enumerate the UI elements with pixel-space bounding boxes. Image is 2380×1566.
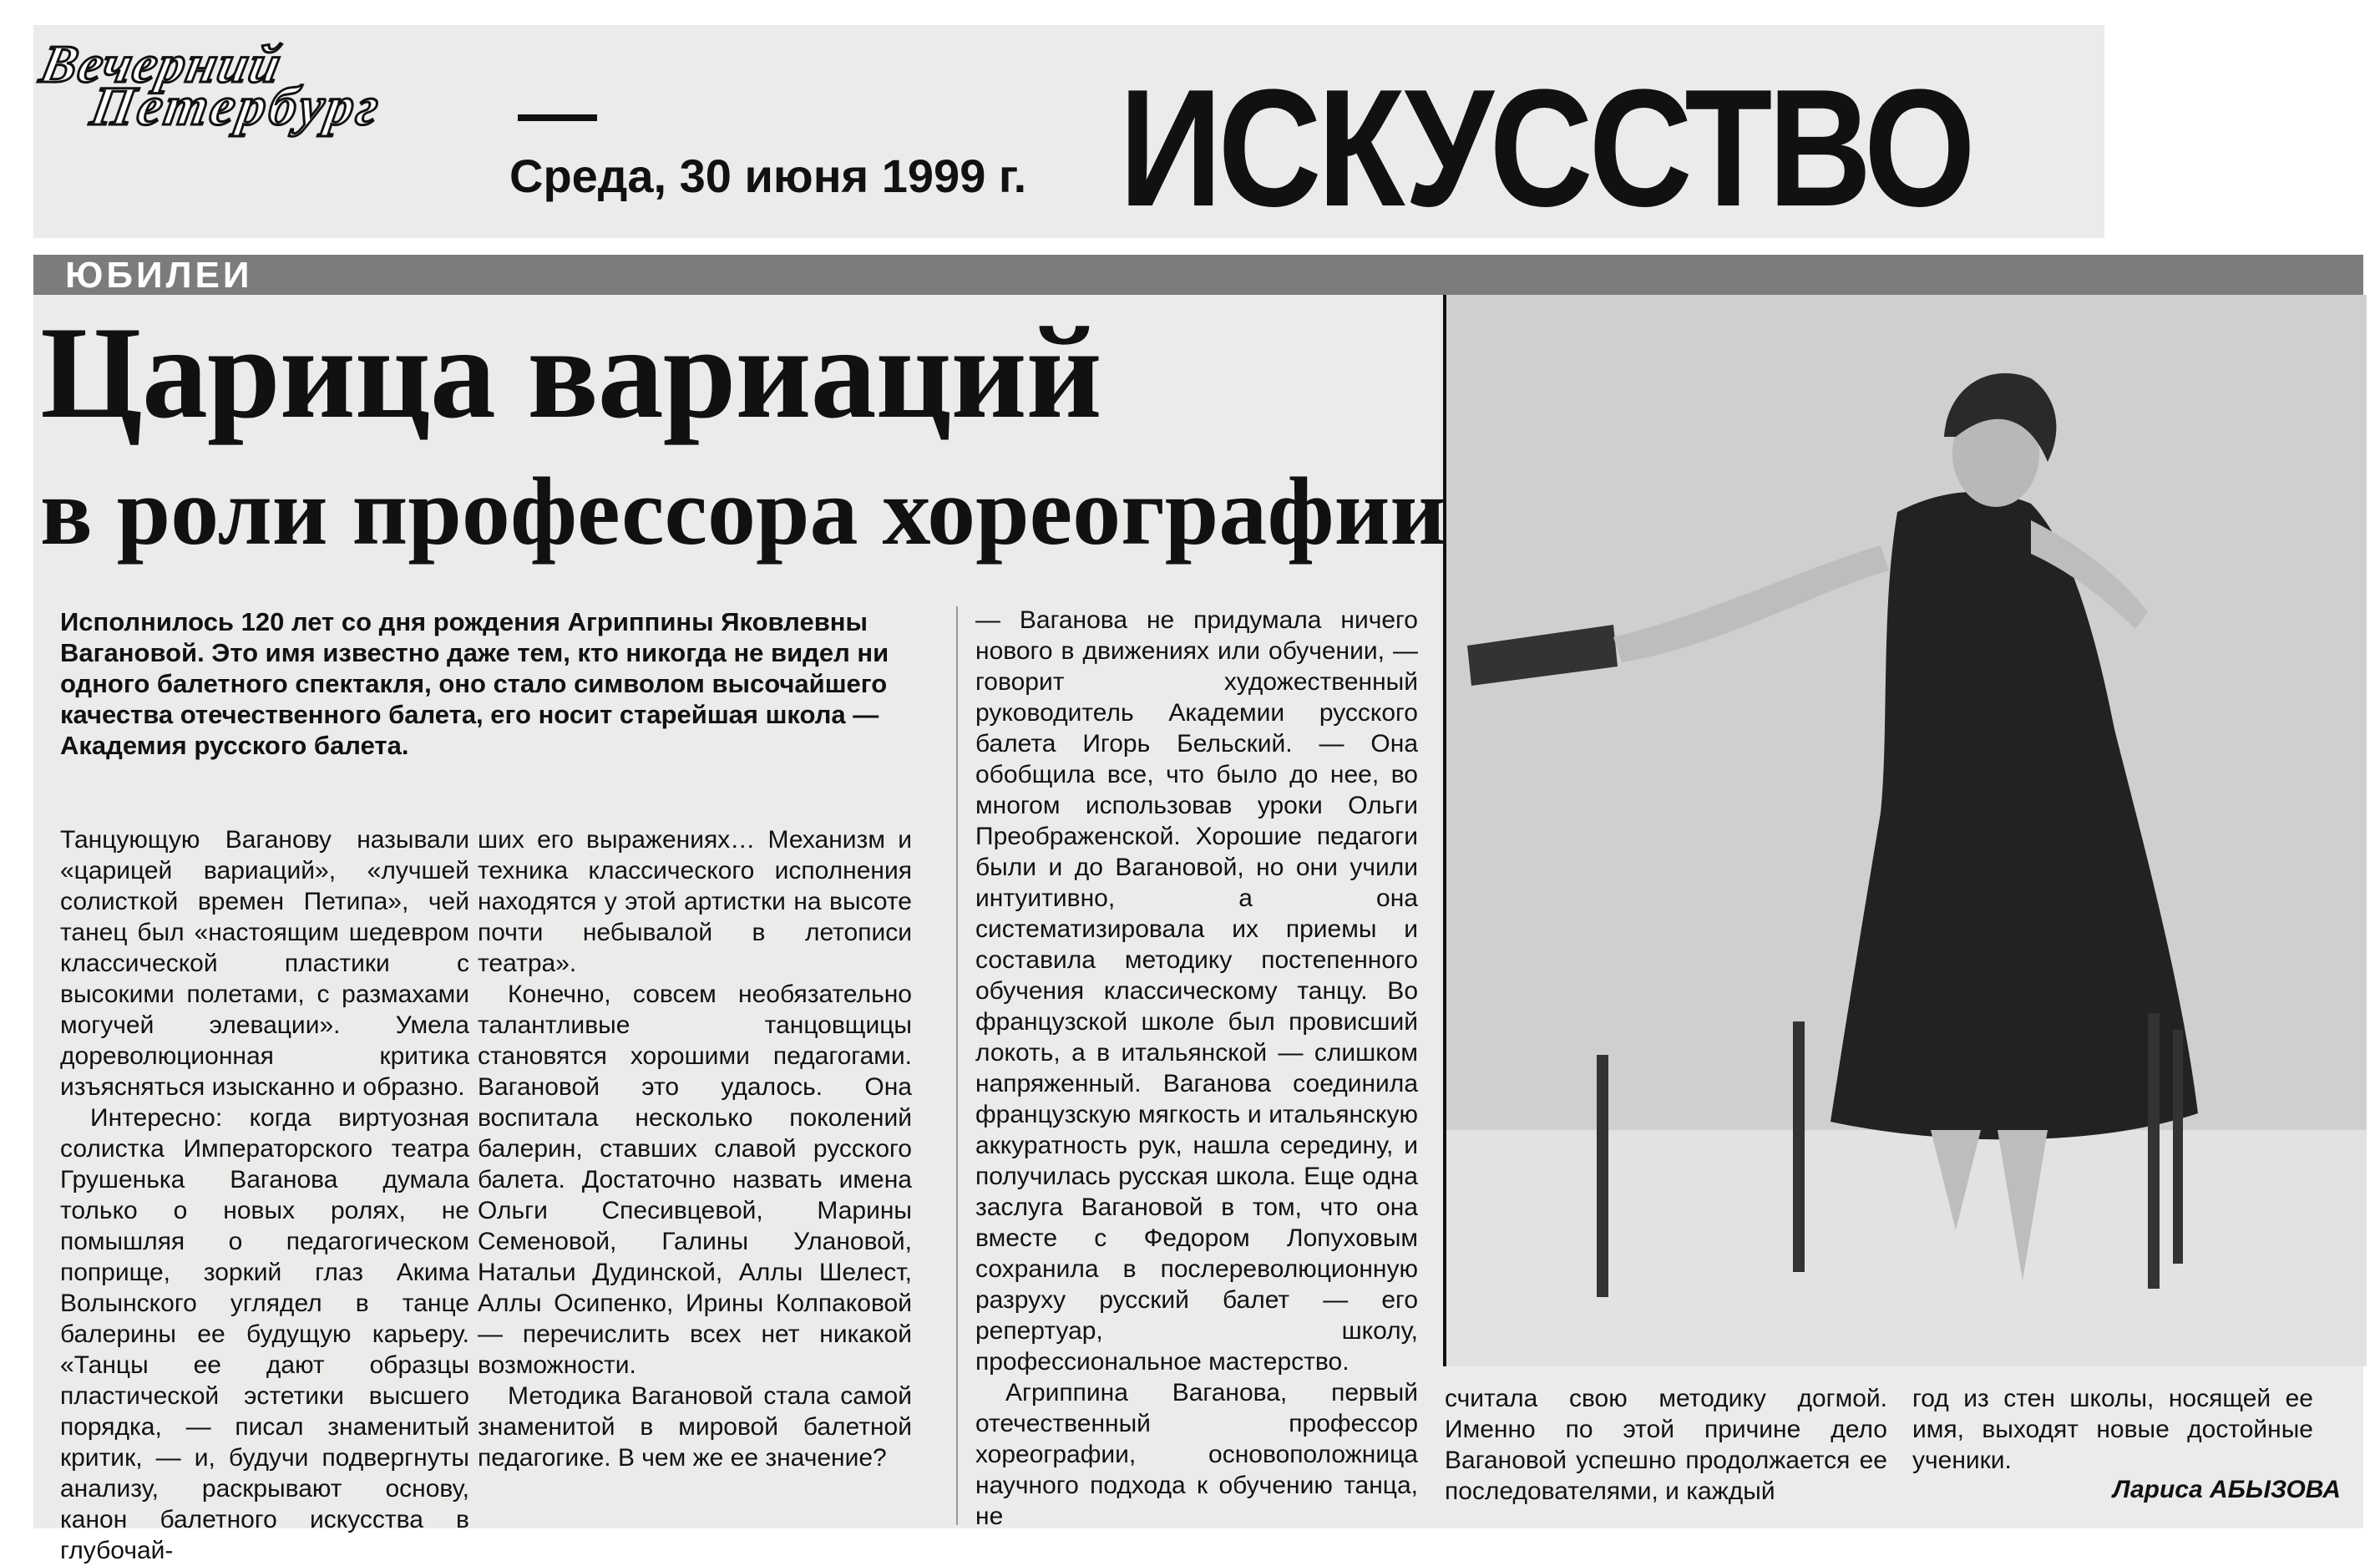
photo-illustration [1446, 295, 2367, 1366]
subheadline: в роли профессора хореографии [40, 459, 1446, 565]
paragraph: считала свою методику догмой. Именно по этой причине дело Вагановой успешно продолжается ее последователями, и каждый [1445, 1385, 1887, 1505]
paragraph: год из стен школы, носящей ее имя, выходят новые достойные ученики. [1912, 1385, 2313, 1474]
paragraph: Методика Вагановой стала самой знаменитой в мировой балетной педагогике. В чем же ее значение? [478, 1382, 912, 1472]
paragraph: Конечно, совсем необязательно талантливые танцовщицы становятся хорошими педагогами. Вагановой это удалось. Она воспитала несколько поколений балерин, ставших славой русского балета. Достаточно назвать имена Ольги Спесивцевой, Марины Семеновой, Галины Улановой, Натальи Дудинской, Аллы Шелест, Аллы Осипенко, Ирины Колпаковой — перечислить всех нет никакой возможности. [478, 981, 912, 1379]
newspaper-logo-top: Вечерний [35, 34, 288, 94]
text-column-3 [975, 605, 1418, 1532]
column-rule [956, 606, 958, 1525]
logo-dash [518, 114, 597, 121]
author-byline: Лариса АБЫЗОВА [2113, 1476, 2341, 1503]
headline: Царица вариаций [40, 300, 1101, 446]
paragraph: Танцующую Ваганову называли «царицей вариаций», «лучшей солисткой времен Петипа», чей танец был «настоящим шедевром классической пластики с высокими полетами, с размахами могучей элевации». Умела дореволюционная критика изъясняться изысканно и образно. [60, 826, 469, 1101]
rubric-bar [33, 255, 2363, 295]
text-column-1 [60, 824, 469, 1566]
paragraph: Интересно: когда виртуозная солистка Императорского театра Грушенька Ваганова думала только о новых ролях, не помышляя о педагогическом поприще, зоркий глаз Акима Волынского углядел в танце балерины ее будущую карьеру. «Танцы ее дают образцы пластической эстетики высшего порядка, — писал знаменитый критик, — и, будучи подвергнуты анализу, раскрывают основу, канон балетного искусства в глубочай- [60, 1104, 469, 1564]
rubric-label: ЮБИЛЕИ [65, 255, 253, 296]
text-column-4 [1445, 1383, 1887, 1507]
lead-paragraph: Исполнилось 120 лет со дня рождения Агриппины Яковлевны Вагановой. Это имя известно даже тем, кто никогда не видел ни одного балетного спектакля, оно стало символом высочайшего качества отечественного балета, его носит старейшая школа — Академия русского балета. [60, 607, 889, 760]
newspaper-logo-bottom: Петербург [86, 76, 387, 137]
section-title: ИСКУССТВО [1119, 55, 1972, 241]
ballerina-photo [1443, 295, 2367, 1366]
text-column-2 [478, 824, 912, 1473]
paragraph: — Ваганова не придумала ничего нового в движениях или обучении, — говорит художественный руководитель Академии русского балета Игорь Бельский. — Она обобщила все, что было до нее, во многом использовав уроки Ольги Преображенской. Хорошие педагоги были и до Вагановой, но они учили интуитивно, а она систематизировала их приемы и составила методику постепенного обучения классическому танцу. Во французской школе был провисший локоть, а в итальянской — слишком напряженный. Ваганова соединила французскую мягкость и итальянскую аккуратность рук, нашла середину, и получилась русская школа. Еще одна заслуга Вагановой в том, что она вместе с Федором Лопуховым сохранила в послереволюционную разруху русский балет — его репертуар, школу, профессиональное мастерство. [975, 606, 1418, 1376]
paragraph: ших его выражениях… Механизм и техника классического исполнения находятся у этой артистки на высоте почти небывалой в летописи театра». [478, 826, 912, 977]
text-column-5 [1912, 1383, 2313, 1476]
issue-date: Среда, 30 июня 1999 г. [509, 150, 1027, 202]
paragraph: Агриппина Ваганова, первый отечественный профессор хореографии, основоположница научного подхода к обучению танца, не [975, 1379, 1418, 1530]
